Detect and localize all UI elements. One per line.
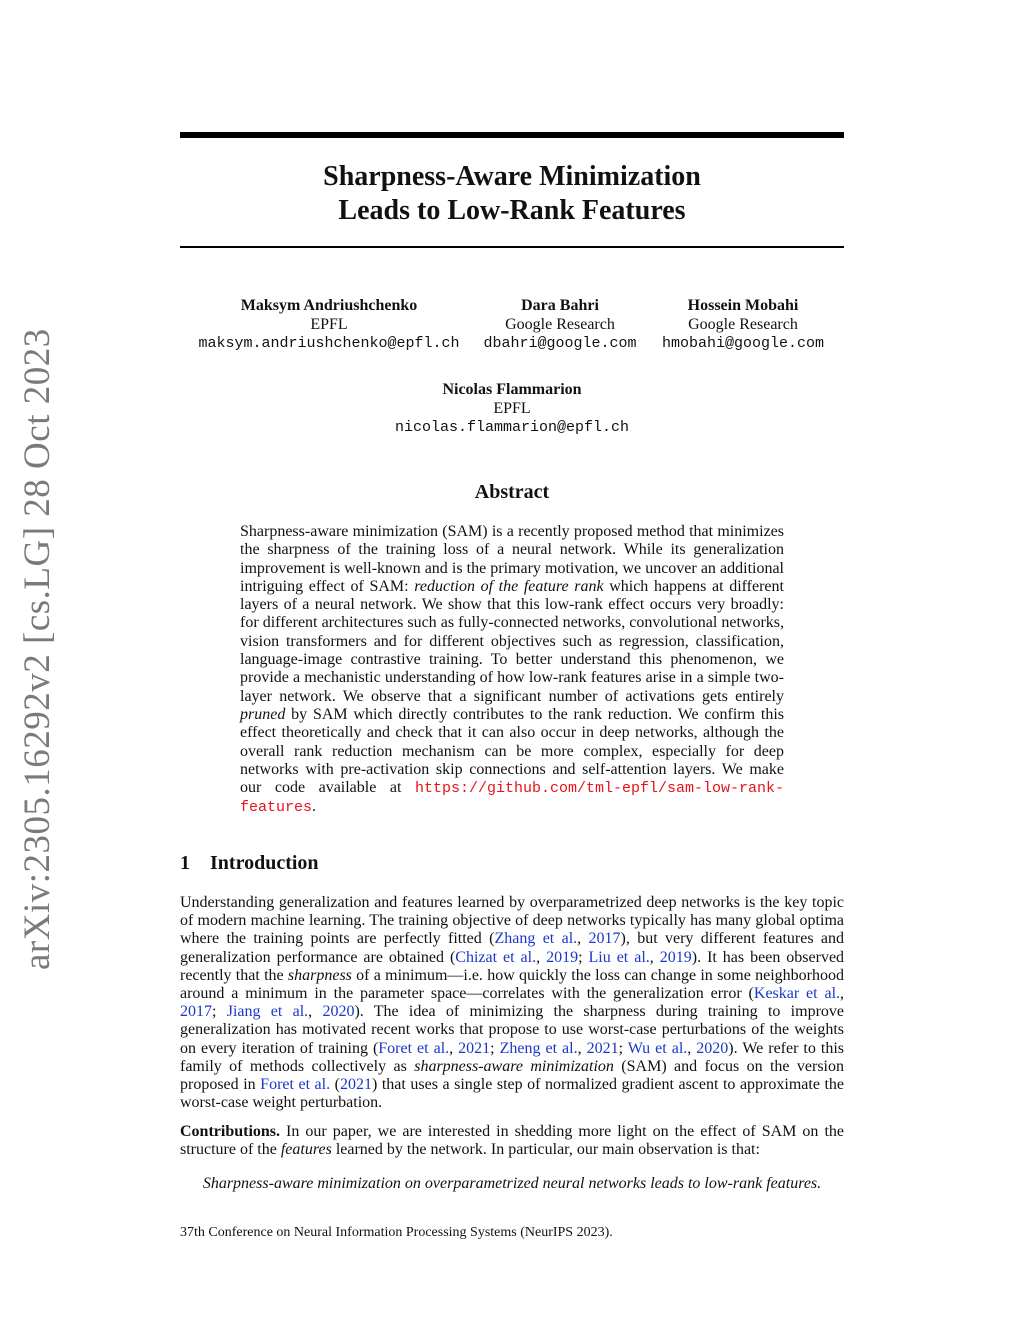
body-text: Understanding generalization and features learned by overparametrized deep networks is the key topic of modern machine learning. The training objective of deep networks typically has many global optima where the training points are perfectly fitted ( [180, 894, 844, 948]
author-email[interactable]: maksym.andriushchenko@epfl.ch [198, 335, 460, 352]
code-repository-link[interactable]: https://github.com/tml-epfl/sam-low-rank-features [240, 780, 784, 817]
author-name: Dara Bahri [521, 297, 599, 314]
body-text: ), but very different features and generalization performance are obtained ( [180, 930, 845, 966]
citation-link[interactable]: 2019 [659, 948, 692, 966]
section-number: 1 [180, 852, 190, 874]
author-name: Maksym Andriushchenko [240, 297, 418, 314]
arxiv-identifier: arXiv:2305.16292v2 [cs.LG] 28 Oct 2023 [17, 328, 58, 970]
citation-link[interactable]: Zheng et al. [499, 1039, 578, 1057]
author-block [475, 296, 645, 353]
body-text: of a minimum—i.e. how quickly the loss can change in some neighborhood around a minimum in the parameter space—correlates with the generalization error ( [180, 966, 845, 1003]
citation-link[interactable]: 2021 [339, 1076, 372, 1094]
emphasis-text: features [280, 1141, 332, 1159]
emphasis-text: sharpness-aware minimization [414, 1057, 614, 1075]
abstract-heading: Abstract [474, 481, 550, 503]
body-text: (SAM) and focus on the version proposed in [180, 1057, 844, 1094]
abstract-text-part: which happens at different layers of a neural network. We show that this low-rank effect occurs very broadly: for different architectures such as fully-connected networks, convolutional networks, vision transformers and for different objectives such as regression, classification, language-image contrastive training. To better understand this phenomenon, we provide a mechanistic understanding of how low-rank features arise in a simple two-layer network. We observe that a significant number of activations gets entirely [240, 577, 784, 705]
abstract-text-part: . [312, 798, 317, 816]
conference-footnote: 37th Conference on Neural Information Processing Systems (NeurIPS 2023). [180, 1225, 613, 1240]
body-text: , [649, 948, 660, 966]
citation-link[interactable]: 2017 [588, 930, 621, 948]
citation-link[interactable]: 2020 [696, 1039, 729, 1057]
body-text: ; [490, 1039, 500, 1057]
body-text: ). We refer to this family of methods collectively as [180, 1039, 844, 1075]
main-observation-quote: Sharpness-aware minimization on overparametrized neural networks leads to low-rank features. [202, 1175, 822, 1192]
author-email[interactable]: dbahri@google.com [483, 335, 637, 352]
abstract-text [240, 523, 784, 818]
title-rule-bottom [180, 246, 844, 248]
body-text: , [536, 948, 547, 966]
body-text: ). It has been observed recently that the [180, 948, 845, 984]
citation-link[interactable]: Jiang et al. [226, 1003, 309, 1021]
author-email[interactable]: hmobahi@google.com [661, 335, 825, 352]
author-name: Nicolas Flammarion [442, 381, 582, 398]
body-text: , [449, 1039, 459, 1057]
section-heading-introduction [180, 852, 319, 875]
author-affiliation: EPFL [493, 400, 531, 417]
citation-link[interactable]: Foret et al. [378, 1039, 450, 1057]
body-text: ). The idea of minimizing the sharpness during training to improve generalization has motivated recent works that propose to use worst-case perturbations of the weights on every iteration of training ( [180, 1003, 844, 1057]
body-text: ; [212, 1003, 227, 1021]
citation-link[interactable]: 2020 [322, 1003, 355, 1021]
citation-link[interactable]: Wu et al. [627, 1039, 688, 1057]
body-text: ; [578, 948, 589, 966]
citation-link[interactable]: Zhang et al. [494, 930, 578, 948]
body-text: , [308, 1003, 323, 1021]
title-rule-top [180, 132, 844, 138]
author-affiliation: Google Research [505, 316, 615, 333]
citation-link[interactable]: Foret et al. [260, 1076, 331, 1094]
title-line-2: Leads to Low-Rank Features [338, 195, 686, 226]
citation-link[interactable]: Liu et al. [588, 948, 650, 966]
body-text: learned by the network. In particular, our main observation is that: [331, 1141, 760, 1159]
abstract-emphasis: reduction of the feature rank [414, 577, 604, 595]
citation-link[interactable]: 2021 [458, 1039, 491, 1057]
body-text: ( [330, 1076, 340, 1094]
citation-link[interactable]: 2019 [546, 948, 579, 966]
body-text: In our paper, we are interested in shedding more light on the effect of SAM on the structure of the [180, 1123, 844, 1159]
introduction-paragraph [180, 894, 844, 1112]
citation-link[interactable]: Keskar et al. [753, 985, 841, 1003]
body-text: , [840, 985, 845, 1003]
author-affiliation: EPFL [310, 316, 348, 333]
body-text: , [687, 1039, 697, 1057]
body-text: ; [618, 1039, 628, 1057]
emphasis-text: sharpness [287, 966, 352, 984]
citation-link[interactable]: Chizat et al. [455, 948, 537, 966]
abstract-text-part: by SAM which directly contributes to the rank reduction. We confirm this effect theoretically and check that it can also occur in deep networks, although the overall rank reduction mechanism can be more complex, especially for deep networks with pre-activation skip connections and self-attention layers. We make our code available at [240, 705, 784, 797]
body-text: , [577, 930, 589, 948]
paper-title [180, 160, 844, 228]
author-block [362, 380, 662, 437]
author-name: Hossein Mobahi [687, 297, 799, 314]
author-block [184, 296, 474, 353]
citation-link[interactable]: 2017 [180, 1003, 212, 1021]
author-block [658, 296, 828, 353]
body-text: ) that uses a single step of normalized gradient ascent to approximate the worst-case weight perturbation. [180, 1076, 845, 1112]
title-line-1: Sharpness-Aware Minimization [323, 161, 701, 192]
abstract-text-part: Sharpness-aware minimization (SAM) is a recently proposed method that minimizes the sharpness of the training loss of a neural network. While its generalization improvement is well-known and is the primary motivation, we uncover an additional intriguing effect of SAM: [240, 523, 784, 595]
contributions-paragraph [180, 1123, 844, 1159]
citation-link[interactable]: 2021 [586, 1039, 619, 1057]
section-title: Introduction [210, 852, 319, 874]
body-text: , [577, 1039, 587, 1057]
author-email[interactable]: nicolas.flammarion@epfl.ch [394, 419, 630, 436]
contributions-label: Contributions. [180, 1123, 281, 1140]
abstract-emphasis: pruned [240, 705, 286, 723]
author-affiliation: Google Research [688, 316, 798, 333]
